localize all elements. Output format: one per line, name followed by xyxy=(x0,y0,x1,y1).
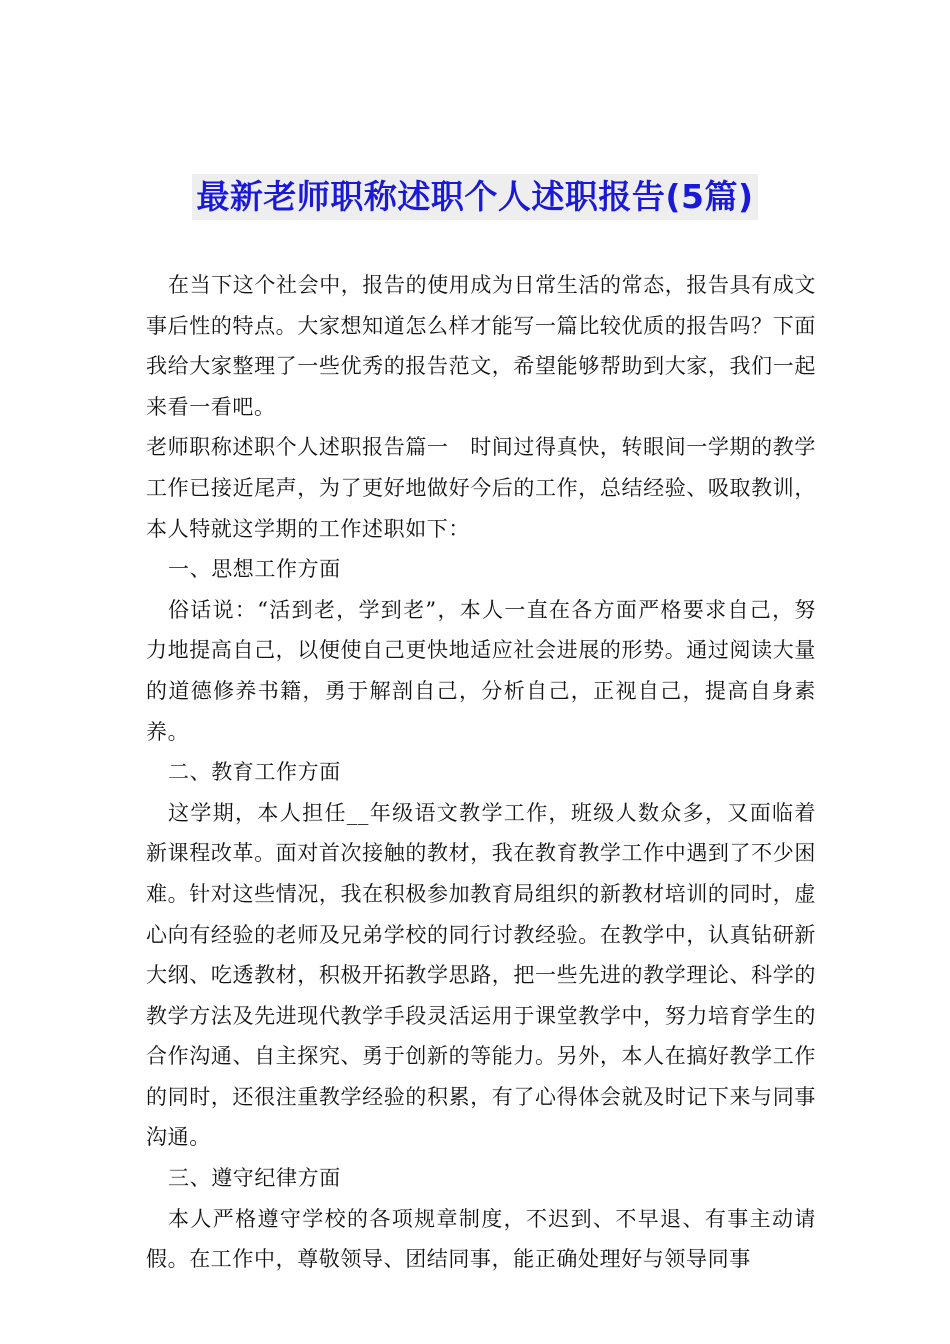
intro-paragraph: 在当下这个社会中，报告的使用成为日常生活的常态，报告具有成文事后性的特点。大家想知道怎么样才能写一篇比较优质的报告吗？下面我给大家整理了一些优秀的报告范文，希望能够帮助到大家，我们一起来看一看吧。 xyxy=(146,273,816,419)
section-heading-thought: 一、思想工作方面 xyxy=(168,557,341,582)
thought-paragraph: 俗话说：“活到老，学到老”，本人一直在各方面严格要求自己，努力地提高自己，以便使自己更快地适应社会进展的形势。通过阅读大量的道德修养书籍，勇于解剖自己，分析自己，正视自己，提高自身素养。 xyxy=(146,597,816,744)
discipline-paragraph: 本人严格遵守学校的各项规章制度，不迟到、不早退、有事主动请假。在工作中，尊敬领导、团结同事，能正确处理好与领导同事 xyxy=(146,1206,816,1272)
education-paragraph: 这学期，本人担任__年级语文教学工作，班级人数众多，又面临着新课程改革。面对首次接触的教材，我在教育教学工作中遇到了不少困难。针对这些情况，我在积极参加教育局组织的新教材培训的同时，虚心向有经验的老师及兄弟学校的同行讨教经验。在教学中，认真钻研新大纲、吃透教材，积极开拓教学思路，把一些先进的教学理论、科学的教学方法及先进现代教学手段灵活运用于课堂教学中，努力培育学生的合作沟通、自主探究、勇于创新的等能力。另外，本人在搞好教学工作的同时，还很注重教学经验的积累，有了心得体会就及时记下来与同事沟通。 xyxy=(146,800,816,1150)
section-heading-discipline: 三、遵守纪律方面 xyxy=(168,1166,341,1191)
title-container xyxy=(0,174,950,220)
section-heading-education: 二、教育工作方面 xyxy=(168,760,341,785)
chapter-one-paragraph: 老师职称述职个人述职报告篇一 时间过得真快，转眼间一学期的教学工作已接近尾声，为了更好地做好今后的工作，总结经验、吸取教训，本人特就这学期的工作述职如下： xyxy=(146,435,816,541)
document-body xyxy=(146,265,816,1280)
document-title: 最新老师职称述职个人述职报告(5篇) xyxy=(192,174,757,220)
